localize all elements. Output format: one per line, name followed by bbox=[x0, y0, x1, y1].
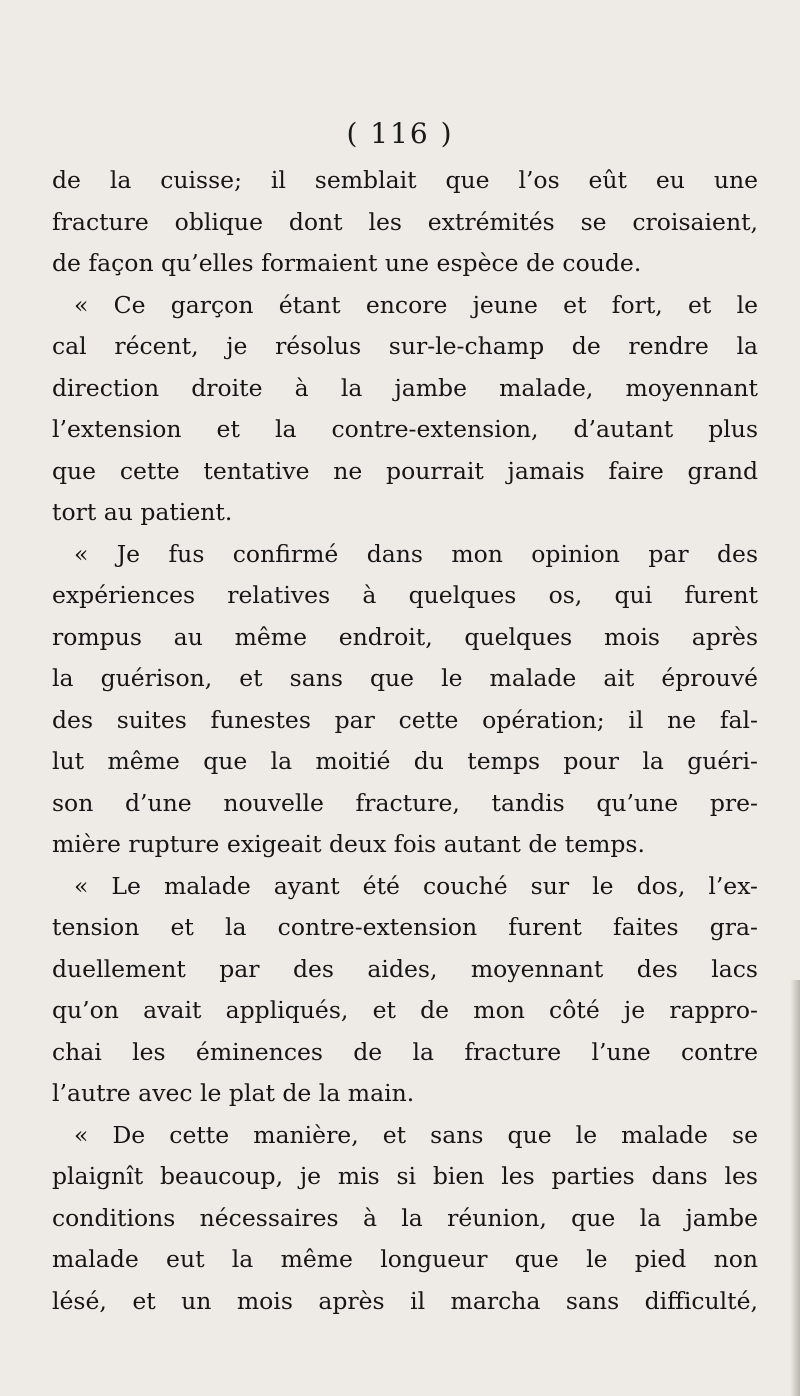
text-line: l’autre avec le plat de la main. bbox=[52, 1079, 415, 1107]
text-line: mière rupture exigeait deux fois autant de temps. bbox=[52, 830, 645, 858]
text-line: fracture oblique dont les extrémités se croisaient, bbox=[52, 207, 758, 236]
text-line: expériences relatives à quelques os, qui furent bbox=[52, 581, 758, 609]
text-line: conditions nécessaires à la réunion, que la jambe bbox=[52, 1203, 758, 1232]
text-line: « Ce garçon étant encore jeune et fort, et le bbox=[74, 290, 758, 319]
text-line: plaignît beaucoup, je mis si bien les parties dans les bbox=[52, 1162, 758, 1190]
text-line: « Je fus confirmé dans mon opinion par des bbox=[74, 539, 758, 568]
text-line: direction droite à la jambe malade, moyennant bbox=[52, 373, 758, 402]
text-line: chai les éminences de la fracture l’une contre bbox=[52, 1037, 758, 1066]
body-text bbox=[52, 160, 758, 1322]
text-line: rompus au même endroit, quelques mois après bbox=[52, 622, 758, 651]
text-line: tension et la contre-extension furent faites gra- bbox=[52, 913, 758, 941]
text-line: duellement par des aides, moyennant des lacs bbox=[52, 954, 758, 983]
text-line: cal récent, je résolus sur-le-champ de rendre la bbox=[52, 332, 758, 360]
text-line: malade eut la même longueur que le pied non bbox=[52, 1245, 758, 1273]
text-line: l’extension et la contre-extension, d’autant plus bbox=[52, 415, 758, 443]
text-line: lésé, et un mois après il marcha sans difficulté, bbox=[52, 1286, 758, 1315]
page-number: ( 116 ) bbox=[346, 117, 454, 150]
text-line: que cette tentative ne pourrait jamais faire grand bbox=[52, 456, 758, 485]
text-line: la guérison, et sans que le malade ait éprouvé bbox=[52, 664, 758, 692]
text-line: de façon qu’elles formaient une espèce de coude. bbox=[52, 249, 642, 277]
text-line: lut même que la moitié du temps pour la guéri- bbox=[52, 747, 758, 775]
text-line: qu’on avait appliqués, et de mon côté je rappro- bbox=[52, 996, 758, 1024]
text-line: son d’une nouvelle fracture, tandis qu’une pre- bbox=[52, 788, 758, 817]
text-line: « Le malade ayant été couché sur le dos, l’ex- bbox=[74, 871, 758, 900]
text-line: « De cette manière, et sans que le malade se bbox=[74, 1120, 758, 1149]
text-line: des suites funestes par cette opération; il ne fal- bbox=[52, 705, 758, 734]
page-edge-shadow bbox=[790, 980, 800, 1396]
text-line: de la cuisse; il semblait que l’os eût eu une bbox=[52, 166, 758, 194]
text-line: tort au patient. bbox=[52, 498, 233, 526]
